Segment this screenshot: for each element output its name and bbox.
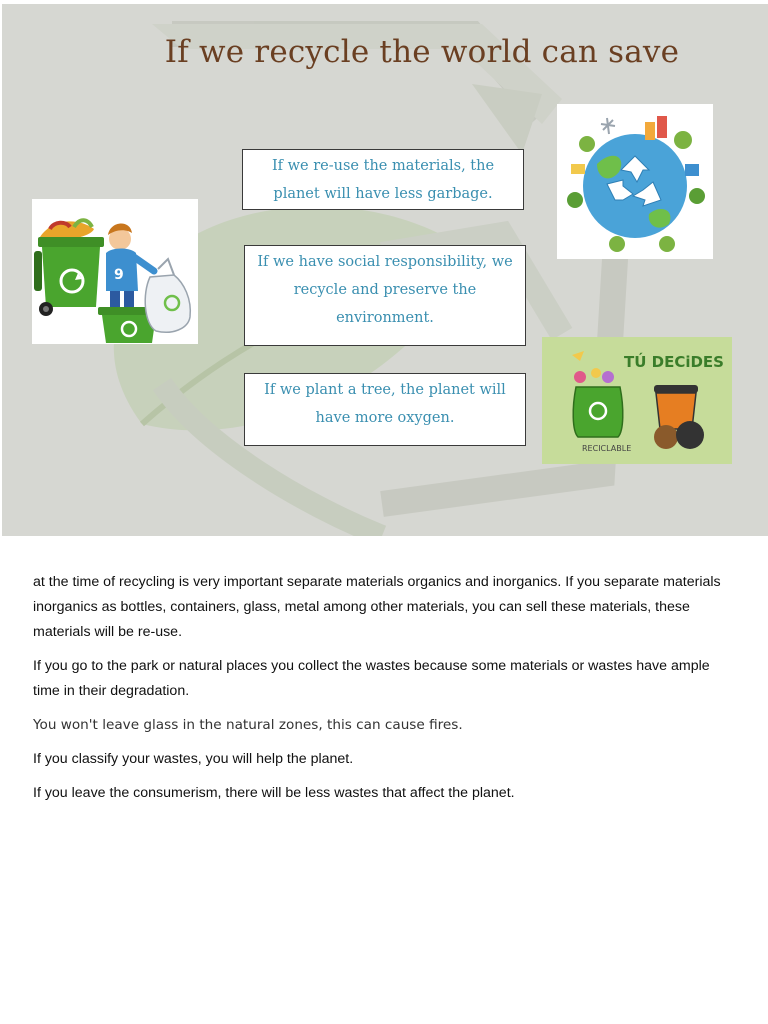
tree-text-box: If we plant a tree, the planet will have more oxygen. (244, 373, 526, 446)
tu-decides-illustration (542, 337, 732, 464)
paragraph-glass-fires: You won't leave glass in the natural zones, this can cause fires. (33, 717, 463, 733)
tu-decides-heading: TÚ DECiDES (624, 353, 724, 371)
paragraph-separate-materials: at the time of recycling is very important separate materials organics and inorganics. If you separate materials inorganics as bottles, containers, glass, metal among other materials, you can sell these materials, these materials will be re-use. (33, 574, 721, 640)
reuse-text-box: If we re-use the materials, the planet will have less garbage. (242, 149, 524, 210)
recycling-bins-illustration (32, 199, 198, 344)
responsibility-text-box: If we have social responsibility, we recycle and preserve the environment. (244, 245, 526, 346)
reciclable-label: RECICLABLE (582, 444, 632, 453)
slide-title: If we recycle the world can save (164, 34, 680, 70)
paragraph-collect-wastes: If you go to the park or natural places you collect the wastes because some materials or wastes have ample time in their degradation. (33, 658, 710, 699)
paragraph-consumerism: If you leave the consumerism, there will be less wastes that affect the planet. (33, 785, 515, 801)
paragraph-classify-wastes: If you classify your wastes, you will help the planet. (33, 751, 354, 767)
earth-recycle-illustration (557, 104, 713, 259)
slide (2, 4, 768, 536)
shirt-number: 9 (114, 267, 124, 283)
body-text (33, 570, 738, 815)
